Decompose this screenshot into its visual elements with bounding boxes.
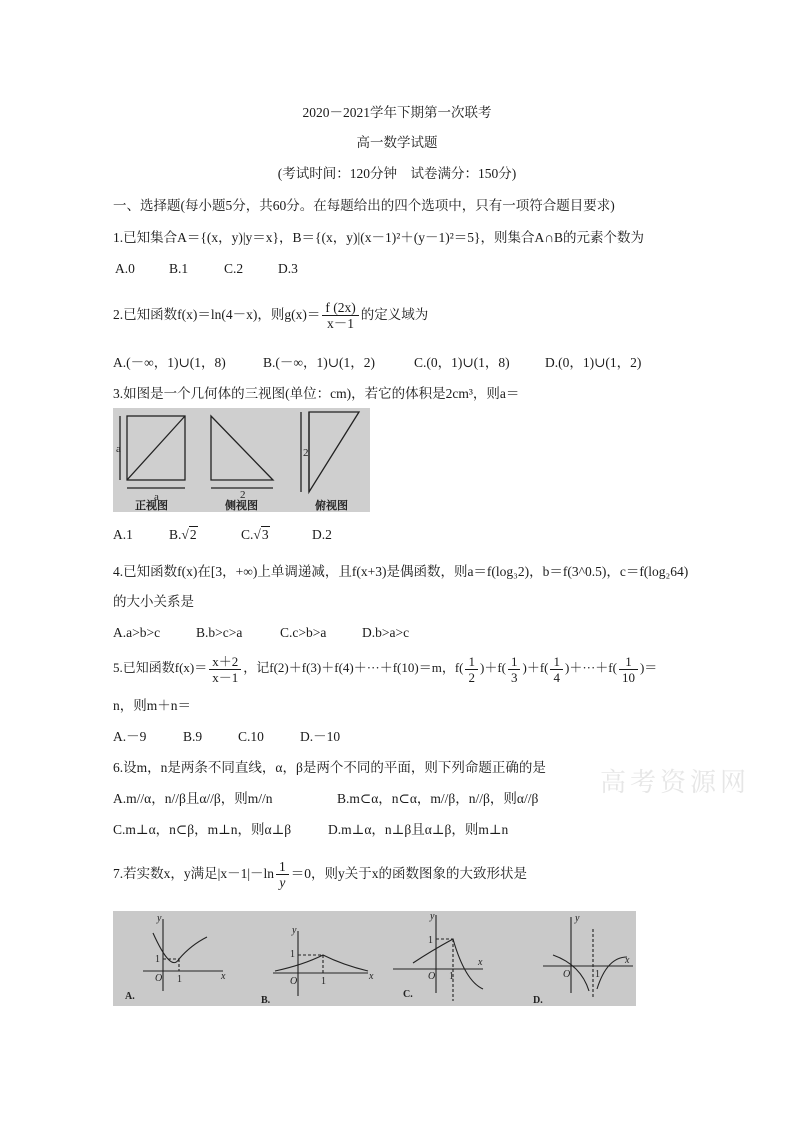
q6-option-b: B.m⊂α，n⊂α，m//β，n//β，则α//β: [337, 791, 539, 806]
q3-option-b-label: B.: [169, 527, 182, 542]
q4-option-c: C.c>b>a: [280, 625, 327, 640]
q5-tenth: [619, 654, 638, 685]
q5-option-c: C.10: [238, 729, 264, 744]
q6-option-c: C.m⊥α，n⊂β，m⊥n，则α⊥β: [113, 822, 292, 837]
q5-pre: 5.已知函数f(x)＝: [113, 660, 208, 675]
q7-pre: 7.若实数x，y满足|x－1|－ln: [113, 866, 275, 881]
graph-b-one-x: 1: [321, 976, 326, 987]
q5-quarter-den: 4: [553, 669, 560, 685]
q7-graphs-drawing: [113, 911, 636, 1006]
q1-option-c: C.2: [224, 261, 244, 276]
graph-b-letter: B.: [261, 995, 271, 1006]
q5-quarter: [550, 654, 563, 685]
q2-frac-num: f (2x): [322, 300, 358, 316]
graph-d-y: y: [575, 913, 580, 924]
graph-a-one-x: 1: [177, 974, 182, 985]
q2-stem-pre: 2.已知函数f(x)＝ln(4－x)，则g(x)＝: [113, 307, 321, 322]
q5-third-num: 1: [508, 654, 521, 670]
graph-c-o: O: [428, 971, 436, 982]
q7-frac-num: 1: [276, 859, 289, 875]
q4-line1: 4.已知函数f(x)在[3，+∞)上单调递减，且f(x+3)是偶函数，则a＝f(log₃2)，b＝f(3^0.5)，c＝f(log₂64): [113, 564, 689, 579]
top-label-2: 2: [303, 447, 309, 459]
top-view-caption: 俯视图: [315, 500, 348, 512]
graph-b-o: O: [290, 976, 298, 987]
three-views-drawing: [113, 408, 370, 512]
graph-a-x: x: [221, 971, 226, 982]
side-view-caption: 侧视图: [225, 500, 258, 512]
q5-frac-num: x＋2: [209, 654, 241, 670]
q5-half-den: 2: [468, 669, 475, 685]
q2-option-c: C.(0，1)∪(1，8): [414, 355, 510, 370]
q2-fraction: [322, 300, 358, 331]
q3-option-c-radicand: 3: [261, 527, 269, 542]
q2-option-a: A.(－∞，1)∪(1，8): [113, 355, 226, 370]
q5-frac-den: x－1: [212, 669, 239, 685]
graph-d-letter: D.: [533, 995, 543, 1006]
q2-stem: [113, 291, 428, 339]
q3-option-a: A.1: [113, 527, 133, 542]
q5-fraction: [209, 654, 241, 685]
graph-a-y: y: [157, 913, 162, 924]
q1-option-a: A.0: [115, 261, 135, 276]
top-view-triangle: [309, 412, 359, 492]
q2-option-b: B.(－∞，1)∪(1，2): [263, 355, 376, 370]
q5-third: [508, 654, 521, 685]
q7-post: ＝0，则y关于x的函数图象的大致形状是: [290, 866, 528, 881]
side-label-2: 2: [240, 489, 246, 501]
graph-c-y: y: [430, 911, 435, 922]
q1-option-b: B.1: [169, 261, 189, 276]
section-heading: 一、选择题(每小题5分，共60分。在每题给出的四个选项中，只有一项符合题目要求): [113, 198, 615, 213]
graph-b-y: y: [292, 925, 297, 936]
exam-title: 2020－2021学年下期第一次联考: [302, 105, 492, 120]
graph-d-one-x: 1: [595, 969, 600, 980]
q7-graphs-figure: [113, 911, 636, 1006]
q5-third-den: 3: [510, 669, 518, 685]
q5-stem: [113, 646, 657, 690]
three-views-figure: [113, 408, 370, 512]
graph-a-one-y: 1: [155, 954, 160, 965]
q1-option-d: D.3: [278, 261, 298, 276]
q5-option-b: B.9: [183, 729, 203, 744]
watermark: 高考资源网: [600, 768, 751, 797]
q5-plus-2: )＋f(: [522, 660, 549, 675]
q4-option-a: A.a>b>c: [113, 625, 161, 640]
graph-b-one-y: 1: [290, 949, 295, 960]
q5-plus-1: )＋f(: [479, 660, 506, 675]
graph-c-one-y: 1: [428, 935, 433, 946]
graph-b-x: x: [369, 971, 374, 982]
graph-c-one-x: 1: [449, 971, 454, 982]
q4-line2: 的大小关系是: [113, 594, 194, 609]
graph-d-o: O: [563, 969, 571, 980]
q5-half: [465, 654, 478, 685]
graph-d: [543, 917, 633, 999]
q6-option-d: D.m⊥α，n⊥β且α⊥β，则m⊥n: [328, 822, 509, 837]
q4-option-b: B.b>c>a: [196, 625, 243, 640]
q4-option-d: D.b>a>c: [362, 625, 410, 640]
exam-info: (考试时间：120分钟 试卷满分：150分): [277, 166, 517, 181]
graph-c-letter: C.: [403, 989, 413, 1000]
q2-frac-den: x－1: [327, 316, 355, 332]
q5-half-num: 1: [465, 654, 478, 670]
q3-option-c: C.√3: [241, 527, 269, 542]
graph-d-x: x: [625, 955, 630, 966]
graph-c-x: x: [478, 957, 483, 968]
q2-stem-post: 的定义域为: [360, 307, 429, 322]
q3-stem: 3.如图是一个几何体的三视图(单位：cm)，若它的体积是2cm³，则a＝: [113, 386, 520, 401]
front-label-a-bottom: a: [154, 491, 159, 503]
q3-option-d: D.2: [312, 527, 332, 542]
q5-end: )＝: [639, 660, 658, 675]
graph-a-o: O: [155, 973, 163, 984]
front-view-diagonal: [127, 416, 185, 480]
q5-line2: n，则m＋n＝: [113, 698, 192, 713]
q5-plus-dots: )＋···＋f(: [564, 660, 617, 675]
q3-option-b: B.√2: [169, 527, 197, 542]
q3-option-c-label: C.: [241, 527, 254, 542]
q7-fraction: [276, 859, 289, 890]
front-label-a-left: a: [116, 443, 121, 455]
q6-option-a: A.m//α，n//β且α//β，则m//n: [113, 791, 273, 806]
front-view-caption: 正视图: [135, 500, 168, 512]
q5-option-a: A.－9: [113, 729, 147, 744]
q3-option-b-radicand: 2: [189, 527, 197, 542]
q5-tenth-num: 1: [619, 654, 638, 670]
q7-stem: [113, 852, 527, 896]
q7-frac-den: y: [279, 875, 286, 891]
q6-stem: 6.设m，n是两条不同直线，α，β是两个不同的平面，则下列命题正确的是: [113, 760, 546, 775]
q1-stem: 1.已知集合A＝{(x，y)|y＝x}，B＝{(x，y)|(x－1)²＋(y－1)²＝5}，则集合A∩B的元素个数为: [113, 230, 645, 245]
exam-subtitle: 高一数学试题: [356, 135, 438, 150]
graph-a-letter: A.: [125, 991, 135, 1002]
q2-option-d: D.(0，1)∪(1，2): [545, 355, 642, 370]
q5-tenth-den: 10: [621, 669, 635, 685]
q5-option-d: D.－10: [300, 729, 341, 744]
q5-quarter-num: 1: [550, 654, 563, 670]
side-view-triangle: [211, 416, 273, 480]
q5-mid: ，记f(2)＋f(3)＋f(4)＋···＋f(10)＝m，f(: [243, 660, 464, 675]
